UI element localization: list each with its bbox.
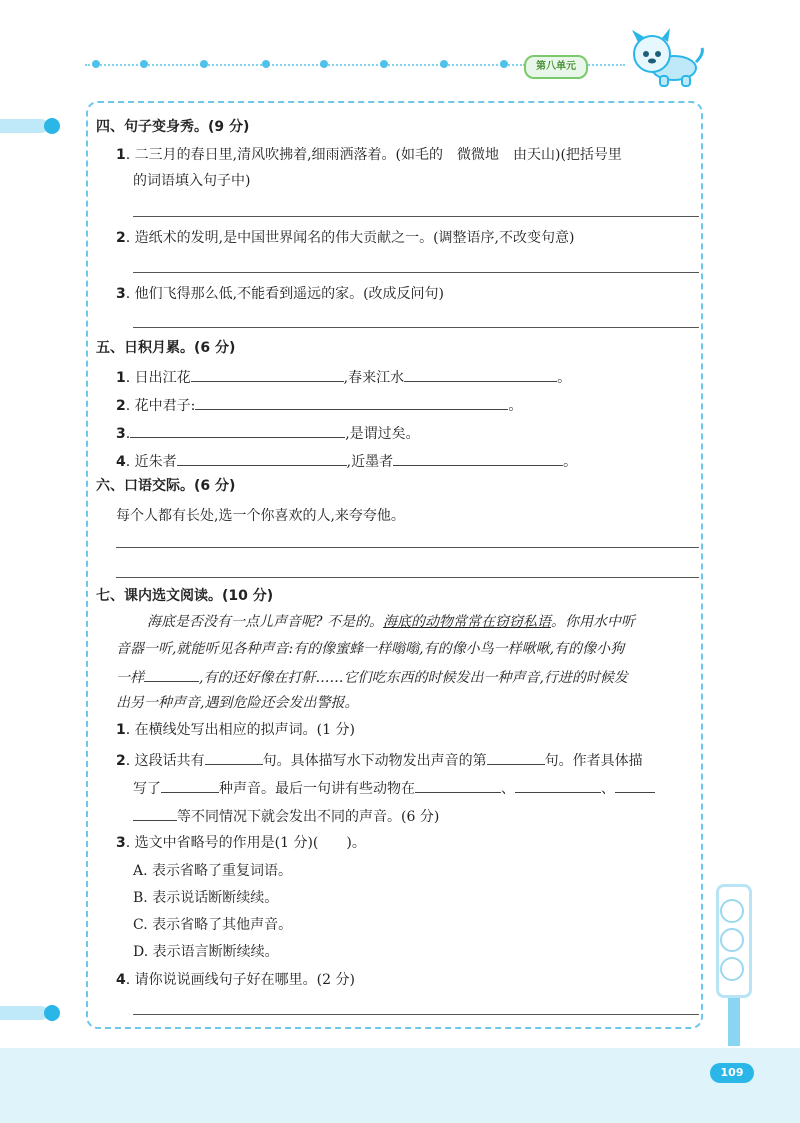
question-text: . 造纸术的发明,是中国世界闻名的伟大贡献之一。(调整语序,不改变句意) — [125, 230, 575, 246]
s5-q2 — [116, 394, 522, 416]
side-tab — [0, 119, 48, 133]
fill-blank[interactable] — [205, 749, 263, 765]
section-5-title: 五、日积月累。(6 分) — [96, 340, 236, 356]
question-text: 。 — [557, 370, 572, 386]
question-text: . 选文中省略号的作用是(1 分)( )。 — [125, 835, 366, 851]
passage-line-1 — [147, 612, 635, 632]
passage-text: 海底是否没有一点儿声音呢? 不是的。 — [147, 614, 383, 630]
fill-blank[interactable] — [515, 777, 601, 793]
passage-text: ,有的还好像在打鼾……它们吃东西的时候发出一种声音,行进的时候发 — [199, 670, 628, 686]
section-7-title: 七、课内选文阅读。(10 分) — [96, 588, 274, 604]
question-text: ,是谓过矣。 — [345, 426, 420, 442]
s7-q2-line1 — [116, 749, 643, 771]
option-d[interactable]: D. 表示语言断断续续。 — [133, 944, 279, 960]
header-dot — [92, 60, 100, 68]
fill-blank[interactable] — [144, 666, 199, 682]
question-number: 1 — [116, 147, 126, 163]
s7-q2-line2 — [133, 777, 655, 799]
fill-blank[interactable] — [404, 366, 557, 382]
passage-line-4: 出另一种声音,遇到危险还会发出警报。 — [116, 695, 359, 711]
header-dot — [262, 60, 270, 68]
passage-line-3 — [116, 666, 628, 688]
unit-badge: 第八单元 — [524, 55, 588, 79]
question-number: 4 — [116, 454, 126, 470]
fill-blank[interactable] — [393, 450, 563, 466]
section-6-title: 六、口语交际。(6 分) — [96, 478, 236, 494]
question-text: ,近墨者 — [346, 454, 394, 470]
fill-blank[interactable] — [487, 749, 545, 765]
fill-blank[interactable] — [415, 777, 501, 793]
option-a[interactable]: A. 表示省略了重复词语。 — [133, 863, 293, 879]
question-text: . 他们飞得那么低,不能看到遥远的家。(改成反问句) — [125, 286, 445, 302]
s5-q1 — [116, 366, 571, 388]
question-text: 。 — [563, 454, 578, 470]
question-number: 2 — [116, 753, 126, 769]
question-number: 3 — [116, 286, 126, 302]
traffic-light-lamp — [720, 928, 744, 952]
page-number: 109 — [710, 1063, 754, 1083]
answer-line[interactable] — [116, 547, 699, 548]
question-text: . 在横线处写出相应的拟声词。(1 分) — [125, 722, 355, 738]
s5-q3 — [116, 422, 420, 444]
answer-line[interactable] — [133, 272, 699, 273]
question-text: ,春来江水 — [343, 370, 405, 386]
fill-blank[interactable] — [130, 422, 345, 438]
traffic-light-pole — [728, 996, 740, 1046]
s7-q2-line3 — [133, 805, 439, 827]
side-tab — [0, 1006, 48, 1020]
s4-q2 — [116, 228, 574, 248]
traffic-light-lamp — [720, 957, 744, 981]
fill-blank[interactable] — [161, 777, 219, 793]
question-text: 写了 — [133, 781, 161, 797]
header-dot — [140, 60, 148, 68]
footer-band — [0, 1048, 800, 1123]
question-text: . 日出江花 — [125, 370, 191, 386]
header-dot — [440, 60, 448, 68]
answer-line[interactable] — [133, 327, 699, 328]
question-text: . 请你说说画线句子好在哪里。(2 分) — [125, 972, 355, 988]
question-number: 2 — [116, 398, 126, 414]
side-tab-dot — [44, 118, 60, 134]
s7-q4 — [116, 970, 355, 990]
header-dotted-line-right — [585, 64, 625, 66]
option-b[interactable]: B. 表示说话断断续续。 — [133, 890, 279, 906]
option-c[interactable]: C. 表示省略了其他声音。 — [133, 917, 293, 933]
question-number: 1 — [116, 370, 126, 386]
fill-blank[interactable] — [615, 777, 655, 793]
question-text: 种声音。最后一句讲有些动物在 — [219, 781, 415, 797]
question-number: 3 — [116, 426, 126, 442]
header-dot — [200, 60, 208, 68]
header-dot — [320, 60, 328, 68]
passage-text: 。你用水中听 — [550, 614, 635, 630]
traffic-light-lamp — [720, 899, 744, 923]
header-dot — [380, 60, 388, 68]
question-text: . 这段话共有 — [125, 753, 205, 769]
question-text: 。 — [508, 398, 523, 414]
passage-line-2: 音器一听,就能听见各种声音:有的像蜜蜂一样嗡嗡,有的像小鸟一样啾啾,有的像小狗 — [116, 641, 625, 657]
answer-line[interactable] — [133, 216, 699, 217]
question-text: 句。作者具体描 — [544, 753, 643, 769]
puppy-mascot-icon — [622, 28, 706, 92]
fill-blank[interactable] — [195, 394, 508, 410]
passage-text: 一样 — [116, 670, 144, 686]
fill-blank[interactable] — [177, 450, 347, 466]
header-dot — [500, 60, 508, 68]
question-text: . 花中君子: — [125, 398, 196, 414]
fill-blank[interactable] — [191, 366, 344, 382]
question-text: 、 — [601, 781, 615, 797]
s4-q1-line2: 的词语填入句子中) — [133, 173, 251, 189]
s6-prompt: 每个人都有长处,选一个你喜欢的人,来夸夸他。 — [116, 508, 405, 524]
question-number: 4 — [116, 972, 126, 988]
header-dotted-line — [85, 64, 525, 66]
s5-q4 — [116, 450, 577, 472]
side-tab-dot — [44, 1005, 60, 1021]
answer-line[interactable] — [133, 1014, 699, 1015]
fill-blank[interactable] — [133, 805, 177, 821]
question-number: 1 — [116, 722, 126, 738]
question-text: . 二三月的春日里,清风吹拂着,细雨洒落着。(如毛的 微微地 由天山)(把括号里 — [125, 147, 622, 163]
underlined-sentence: 海底的动物常常在窃窃私语 — [382, 614, 551, 630]
question-text: 、 — [501, 781, 515, 797]
answer-line[interactable] — [116, 577, 699, 578]
question-text: . — [125, 426, 131, 442]
section-4-title: 四、句子变身秀。(9 分) — [96, 119, 250, 135]
question-text: 等不同情况下就会发出不同的声音。(6 分) — [177, 809, 440, 825]
question-text: . 近朱者 — [125, 454, 177, 470]
question-number: 3 — [116, 835, 126, 851]
s4-q1-line1 — [116, 145, 622, 165]
question-number: 2 — [116, 230, 126, 246]
question-text: 句。具体描写水下动物发出声音的第 — [262, 753, 487, 769]
s7-q3 — [116, 833, 366, 853]
s7-q1 — [116, 720, 355, 740]
s4-q3 — [116, 284, 444, 304]
